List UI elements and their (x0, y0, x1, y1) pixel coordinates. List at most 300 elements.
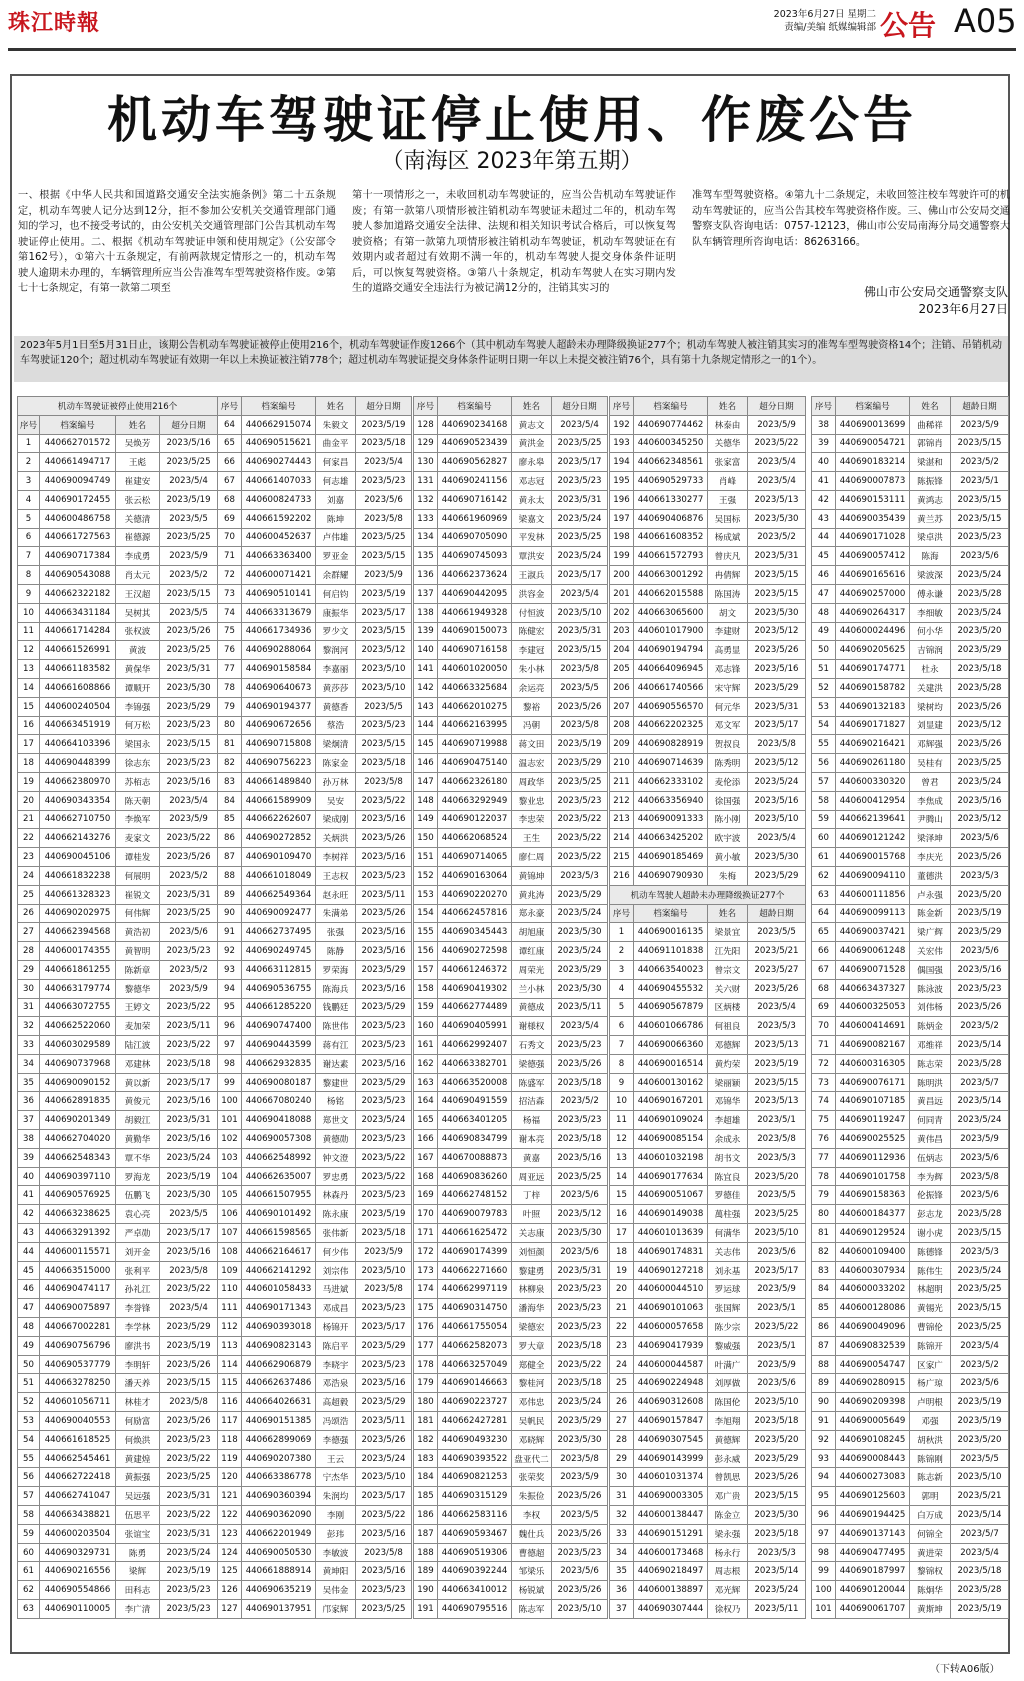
driver-name: 钱鹏廷 (316, 998, 356, 1017)
table-row (414, 603, 608, 622)
record-date: 2023/5/11 (748, 1600, 806, 1619)
suspended-and-overage-table (609, 396, 806, 1619)
license-file-number: 440690125603 (836, 1487, 910, 1506)
row-number: 25 (610, 1374, 634, 1393)
row-number: 48 (812, 603, 836, 622)
license-file-number: 440690576925 (40, 1186, 116, 1205)
table-row (414, 1562, 608, 1581)
driver-name: 邓志锋 (708, 660, 748, 679)
record-date: 2023/5/30 (552, 1430, 608, 1449)
license-file-number: 440663072755 (40, 998, 116, 1017)
row-number: 75 (218, 622, 242, 641)
row-number: 155 (414, 923, 438, 942)
table-row (218, 1487, 412, 1506)
row-number: 30 (18, 979, 40, 998)
license-file-number: 440661507955 (242, 1186, 316, 1205)
license-file-number: 440661861255 (40, 960, 116, 979)
table-row (18, 1487, 218, 1506)
license-file-number: 440663363400 (242, 547, 316, 566)
row-number: 108 (218, 1242, 242, 1261)
row-number: 57 (812, 772, 836, 791)
driver-name: 黄波 (116, 641, 160, 660)
license-file-number: 440661832238 (40, 866, 116, 885)
driver-name: 邓晓辉 (512, 1430, 552, 1449)
table-row (610, 1430, 806, 1449)
row-number: 181 (414, 1412, 438, 1431)
license-file-number: 440690171028 (836, 528, 910, 547)
license-file-number: 440661949328 (438, 603, 512, 622)
record-date: 2023/5/1 (951, 472, 1009, 491)
row-number: 17 (18, 735, 40, 754)
row-number: 202 (610, 603, 634, 622)
table-row (812, 453, 1009, 472)
row-number: 192 (610, 415, 634, 434)
table-row (812, 1130, 1009, 1149)
table-row (218, 1600, 412, 1619)
license-file-number: 440690005649 (836, 1412, 910, 1431)
record-date: 2023/5/25 (160, 904, 218, 923)
record-date: 2023/5/15 (951, 1299, 1009, 1318)
row-number: 69 (812, 998, 836, 1017)
license-file-number: 440690343354 (40, 791, 116, 810)
record-date: 2023/5/31 (160, 660, 218, 679)
table-row (812, 528, 1009, 547)
col-header-file: 档案编号 (40, 415, 116, 434)
license-file-number: 440690205625 (836, 641, 910, 660)
row-number: 199 (610, 547, 634, 566)
row-number: 44 (812, 528, 836, 547)
driver-name: 覃洪安 (512, 547, 552, 566)
driver-name: 张伟新 (316, 1224, 356, 1243)
row-number: 79 (812, 1186, 836, 1205)
license-file-number: 440690362090 (242, 1506, 316, 1525)
row-number: 27 (18, 923, 40, 942)
license-file-number: 440690099113 (836, 904, 910, 923)
row-number: 158 (414, 979, 438, 998)
table-row (218, 848, 412, 867)
row-number: 172 (414, 1242, 438, 1261)
table-row (610, 1449, 806, 1468)
driver-name: 梁卓洪 (910, 528, 951, 547)
table-row (610, 1412, 806, 1431)
table-row (218, 716, 412, 735)
row-number: 2 (18, 453, 40, 472)
record-date: 2023/5/23 (552, 1299, 608, 1318)
record-date: 2023/5/14 (951, 1506, 1009, 1525)
license-file-number: 440662710750 (40, 810, 116, 829)
record-date: 2023/5/24 (552, 547, 608, 566)
row-number: 45 (812, 547, 836, 566)
table-row (610, 584, 806, 603)
notice-paragraph-2: 第十一项情形之一，未收回机动车驾驶证的，应当公告机动车驾驶证作废；有第一款第八项情形被注销机动车驾驶证未超过二年的，机动车驾驶人参加道路交通安全法律、法规和相关知识考试合格后，可以恢复驾驶资格；有第一款第九项情形被注销机动车驾驶证，机动车驾驶证在有效期内或者超过有效期不满一年的，机动车驾驶人提交身体条件证明后，可以恢复驾驶资格。③第八十条规定，机动车驾驶人在实习期内发生的道路交通安全违法行为被记满12分的，注销其实习的 (352, 190, 676, 294)
driver-name: 胡秋洪 (910, 1430, 951, 1449)
record-date: 2023/5/18 (748, 1412, 806, 1431)
table-caption-suspended: 机动车驾驶证被停止使用216个 (18, 397, 218, 416)
table-row (218, 1393, 412, 1412)
record-date: 2023/5/31 (160, 1111, 218, 1130)
table-row (812, 1430, 1009, 1449)
license-file-number: 440690165616 (836, 566, 910, 585)
driver-name: 陈海兵 (316, 979, 356, 998)
license-file-number: 440663451919 (40, 716, 116, 735)
driver-name: 李建财 (708, 622, 748, 641)
record-date: 2023/5/17 (160, 1224, 218, 1243)
driver-name: 严卓勋 (116, 1224, 160, 1243)
driver-name: 彭志龙 (910, 1205, 951, 1224)
record-date: 2023/5/26 (748, 979, 806, 998)
driver-name: 区家广 (910, 1355, 951, 1374)
license-file-number: 440690112936 (836, 1148, 910, 1167)
table-row (18, 791, 218, 810)
driver-name: 廖永皋 (512, 453, 552, 472)
record-date: 2023/5/6 (951, 1148, 1009, 1167)
row-number: 157 (414, 960, 438, 979)
driver-name: 林超明 (910, 1280, 951, 1299)
driver-name: 卢明根 (910, 1393, 951, 1412)
license-file-number: 440600109400 (836, 1242, 910, 1261)
license-file-number: 440690537779 (40, 1355, 116, 1374)
row-number: 76 (218, 641, 242, 660)
license-file-number: 440690194377 (242, 697, 316, 716)
license-file-number: 440690092477 (242, 904, 316, 923)
record-date: 2023/5/8 (356, 1543, 412, 1562)
license-file-number: 440663313679 (242, 603, 316, 622)
table-row (610, 1261, 806, 1280)
row-number: 73 (218, 584, 242, 603)
row-number: 141 (414, 660, 438, 679)
table-row (18, 1280, 218, 1299)
table-row (812, 1092, 1009, 1111)
driver-name: 李广清 (116, 1600, 160, 1619)
record-date: 2023/5/2 (951, 1355, 1009, 1374)
table-row (610, 678, 806, 697)
driver-name: 尹腾山 (910, 810, 951, 829)
driver-name: 何焕洪 (116, 1430, 160, 1449)
record-date: 2023/5/18 (951, 1562, 1009, 1581)
driver-name: 邓辉强 (910, 735, 951, 754)
record-date: 2023/5/13 (748, 1036, 806, 1055)
license-file-number: 440690066360 (634, 1036, 708, 1055)
record-date: 2023/5/17 (356, 603, 412, 622)
row-number: 131 (414, 472, 438, 491)
table-row (414, 829, 608, 848)
license-file-number: 440690187997 (836, 1562, 910, 1581)
license-file-number: 440661589909 (242, 791, 316, 810)
record-date: 2023/5/26 (951, 697, 1009, 716)
table-row (414, 1242, 608, 1261)
license-file-number: 440690406876 (634, 509, 708, 528)
record-date: 2023/5/19 (951, 1600, 1009, 1619)
table-row (18, 1449, 218, 1468)
license-file-number: 440690143999 (634, 1449, 708, 1468)
record-date: 2023/5/23 (356, 472, 412, 491)
table-row (18, 979, 218, 998)
table-row (812, 1318, 1009, 1337)
row-number: 94 (218, 979, 242, 998)
table-row (18, 1017, 218, 1036)
driver-name: 陈德锋 (910, 1242, 951, 1261)
license-file-number: 440667002281 (40, 1318, 116, 1337)
driver-name: 黄以新 (116, 1073, 160, 1092)
driver-name: 陈勇 (116, 1543, 160, 1562)
record-date: 2023/5/15 (748, 566, 806, 585)
table-row (18, 1036, 218, 1055)
row-number: 171 (414, 1224, 438, 1243)
driver-name: 陈伟生 (910, 1261, 951, 1280)
driver-name: 邓锦华 (708, 1092, 748, 1111)
col-header-name: 姓名 (116, 415, 160, 434)
license-file-number: 440690174831 (634, 1242, 708, 1261)
row-number: 32 (18, 1017, 40, 1036)
row-number: 176 (414, 1318, 438, 1337)
license-file-number: 440663238625 (40, 1205, 116, 1224)
table-row (610, 472, 806, 491)
row-number: 195 (610, 472, 634, 491)
driver-name: 黄昌远 (910, 1092, 951, 1111)
table-row (610, 1167, 806, 1186)
driver-name: 黄志文 (512, 415, 552, 434)
license-file-number: 440662548343 (40, 1148, 116, 1167)
record-date: 2023/5/24 (748, 1581, 806, 1600)
row-number: 152 (414, 866, 438, 885)
row-number: 62 (812, 866, 836, 885)
table-row (610, 547, 806, 566)
table-row (610, 1562, 806, 1581)
table-row (812, 942, 1009, 961)
driver-name: 王生 (512, 829, 552, 848)
record-date: 2023/5/16 (356, 1374, 412, 1393)
driver-name: 林森丹 (316, 1186, 356, 1205)
row-number: 161 (414, 1036, 438, 1055)
table-row (218, 1412, 412, 1431)
license-file-number: 440690314750 (438, 1299, 512, 1318)
license-file-number: 440690016514 (634, 1054, 708, 1073)
row-number: 60 (812, 829, 836, 848)
record-date: 2023/5/26 (160, 622, 218, 641)
license-file-number: 440690756796 (40, 1336, 116, 1355)
driver-name: 陈锦刚 (910, 1449, 951, 1468)
license-file-number: 440600057658 (634, 1318, 708, 1337)
table-row (812, 1449, 1009, 1468)
table-row (610, 1600, 806, 1619)
record-date: 2023/5/25 (552, 528, 608, 547)
table-row (218, 472, 412, 491)
row-number: 97 (218, 1036, 242, 1055)
table-row (18, 1261, 218, 1280)
table-row (610, 509, 806, 528)
row-number: 22 (18, 829, 40, 848)
table-row (414, 1073, 608, 1092)
row-number: 215 (610, 848, 634, 867)
row-number: 106 (218, 1205, 242, 1224)
row-number: 40 (812, 453, 836, 472)
driver-name: 何元华 (708, 697, 748, 716)
driver-name: 梁嘉文 (512, 509, 552, 528)
record-date: 2023/5/22 (160, 1280, 218, 1299)
table-row (218, 584, 412, 603)
record-date: 2023/5/2 (160, 866, 218, 885)
license-file-number: 440690405991 (438, 1017, 512, 1036)
driver-name: 石秀文 (512, 1036, 552, 1055)
driver-name: 丁梓 (512, 1186, 552, 1205)
license-file-number: 440663425202 (634, 829, 708, 848)
row-number: 99 (812, 1562, 836, 1581)
table-row (218, 1355, 412, 1374)
record-date: 2023/5/15 (951, 434, 1009, 453)
license-file-number: 440690493230 (438, 1430, 512, 1449)
row-number: 190 (414, 1581, 438, 1600)
driver-name: 邓强 (910, 1412, 951, 1431)
license-file-number: 440690194425 (836, 1506, 910, 1525)
license-file-number: 440600115571 (40, 1242, 116, 1261)
row-number: 29 (610, 1449, 634, 1468)
table-row (812, 848, 1009, 867)
record-date: 2023/5/25 (552, 1167, 608, 1186)
row-number: 211 (610, 772, 634, 791)
table-row (414, 885, 608, 904)
driver-name: 朱小林 (512, 660, 552, 679)
table-row (414, 735, 608, 754)
row-number: 170 (414, 1205, 438, 1224)
record-date: 2023/5/22 (160, 1506, 218, 1525)
driver-name: 肖太元 (116, 566, 160, 585)
driver-name: 罗海龙 (116, 1167, 160, 1186)
row-number: 167 (414, 1148, 438, 1167)
table-row (812, 1355, 1009, 1374)
row-number: 72 (812, 1054, 836, 1073)
driver-name: 郑永豪 (512, 904, 552, 923)
driver-name: 罗荣海 (316, 960, 356, 979)
license-file-number: 440690307444 (634, 1600, 708, 1619)
license-file-number: 440690061248 (836, 942, 910, 961)
driver-name: 谢様权 (512, 1017, 552, 1036)
license-file-number: 440690183214 (836, 453, 910, 472)
record-date: 2023/5/23 (356, 1581, 412, 1600)
license-file-number: 440600824733 (242, 490, 316, 509)
driver-name: 陈炳金 (910, 1017, 951, 1036)
driver-name: 邓德辉 (708, 1036, 748, 1055)
driver-name: 邓成昌 (316, 1299, 356, 1318)
license-file-number: 440600486758 (40, 509, 116, 528)
issue-info (756, 8, 876, 34)
record-date: 2023/5/14 (951, 1036, 1009, 1055)
table-row (414, 772, 608, 791)
license-file-number: 440661625472 (438, 1224, 512, 1243)
record-date: 2023/5/22 (356, 1167, 412, 1186)
row-number: 39 (812, 434, 836, 453)
row-number: 209 (610, 735, 634, 754)
col-header-date: 超分日期 (160, 415, 218, 434)
driver-name: 陈世伟 (316, 1017, 356, 1036)
table-row (218, 1562, 412, 1581)
table-row (610, 979, 806, 998)
row-number: 51 (18, 1374, 40, 1393)
table-row (610, 660, 806, 679)
table-row (18, 641, 218, 660)
signature-org: 佛山市公安局交通警察支队 (863, 285, 1008, 299)
driver-name: 吴国标 (708, 509, 748, 528)
table-row (218, 1036, 412, 1055)
license-file-number: 440663515000 (40, 1261, 116, 1280)
col-header-name: 姓名 (910, 397, 951, 416)
driver-name: 黄坤阳 (316, 1562, 356, 1581)
license-file-number: 440662457816 (438, 904, 512, 923)
record-date: 2023/5/31 (748, 547, 806, 566)
driver-name: 黎裕 (512, 697, 552, 716)
table-row (218, 1205, 412, 1224)
record-date: 2023/5/28 (951, 1205, 1009, 1224)
table-row (812, 791, 1009, 810)
record-date: 2023/5/5 (160, 1205, 218, 1224)
table-row (812, 1073, 1009, 1092)
record-date: 2023/5/19 (951, 1412, 1009, 1431)
license-file-number: 440690085154 (634, 1130, 708, 1149)
record-date: 2023/5/6 (951, 829, 1009, 848)
driver-name: 何启钧 (316, 584, 356, 603)
driver-name: 刘宗伟 (316, 1261, 356, 1280)
row-number: 92 (218, 942, 242, 961)
record-date: 2023/5/4 (748, 453, 806, 472)
driver-name: 黄永太 (512, 490, 552, 509)
table-row (812, 1205, 1009, 1224)
driver-name: 郭锦肖 (910, 434, 951, 453)
record-date: 2023/5/29 (356, 1336, 412, 1355)
license-file-number: 440690201349 (40, 1111, 116, 1130)
col-header-file: 档案编号 (836, 397, 910, 416)
table-caption-overage: 机动车驾驶人超龄未办理降级换证277个 (610, 885, 806, 904)
license-file-number: 440690040553 (40, 1412, 116, 1431)
record-date: 2023/5/16 (356, 848, 412, 867)
record-date: 2023/5/18 (552, 1073, 608, 1092)
record-date: 2023/5/16 (356, 1524, 412, 1543)
license-file-number: 440690274443 (242, 453, 316, 472)
license-file-number: 440690185469 (634, 848, 708, 867)
driver-name: 黄进荣 (910, 1543, 951, 1562)
col-header-file: 档案编号 (634, 397, 708, 416)
table-row (812, 641, 1009, 660)
row-number: 55 (18, 1449, 40, 1468)
table-row (610, 848, 806, 867)
record-date: 2023/5/16 (356, 923, 412, 942)
table-row (414, 904, 608, 923)
record-date: 2023/5/29 (552, 960, 608, 979)
driver-name: 黄保华 (116, 660, 160, 679)
license-file-number: 440690054721 (836, 434, 910, 453)
license-file-number: 440690150073 (438, 622, 512, 641)
driver-name: 蔡浩 (316, 716, 356, 735)
driver-name: 陆江波 (116, 1036, 160, 1055)
table-row (18, 490, 218, 509)
row-number: 65 (812, 923, 836, 942)
license-file-number: 440690745093 (438, 547, 512, 566)
row-number: 71 (218, 547, 242, 566)
driver-name: 刘厚做 (708, 1374, 748, 1393)
row-number: 184 (414, 1468, 438, 1487)
table-row (610, 1017, 806, 1036)
license-file-number: 440690717384 (40, 547, 116, 566)
row-number: 85 (812, 1299, 836, 1318)
table-row (218, 791, 412, 810)
table-row (610, 772, 806, 791)
table-row (812, 1468, 1009, 1487)
driver-name: 张权波 (116, 622, 160, 641)
row-number: 49 (812, 622, 836, 641)
driver-name: 覃不华 (116, 1148, 160, 1167)
table-row (610, 1299, 806, 1318)
record-date: 2023/5/4 (748, 829, 806, 848)
record-date: 2023/5/9 (160, 810, 218, 829)
license-file-number: 440690272598 (438, 942, 512, 961)
